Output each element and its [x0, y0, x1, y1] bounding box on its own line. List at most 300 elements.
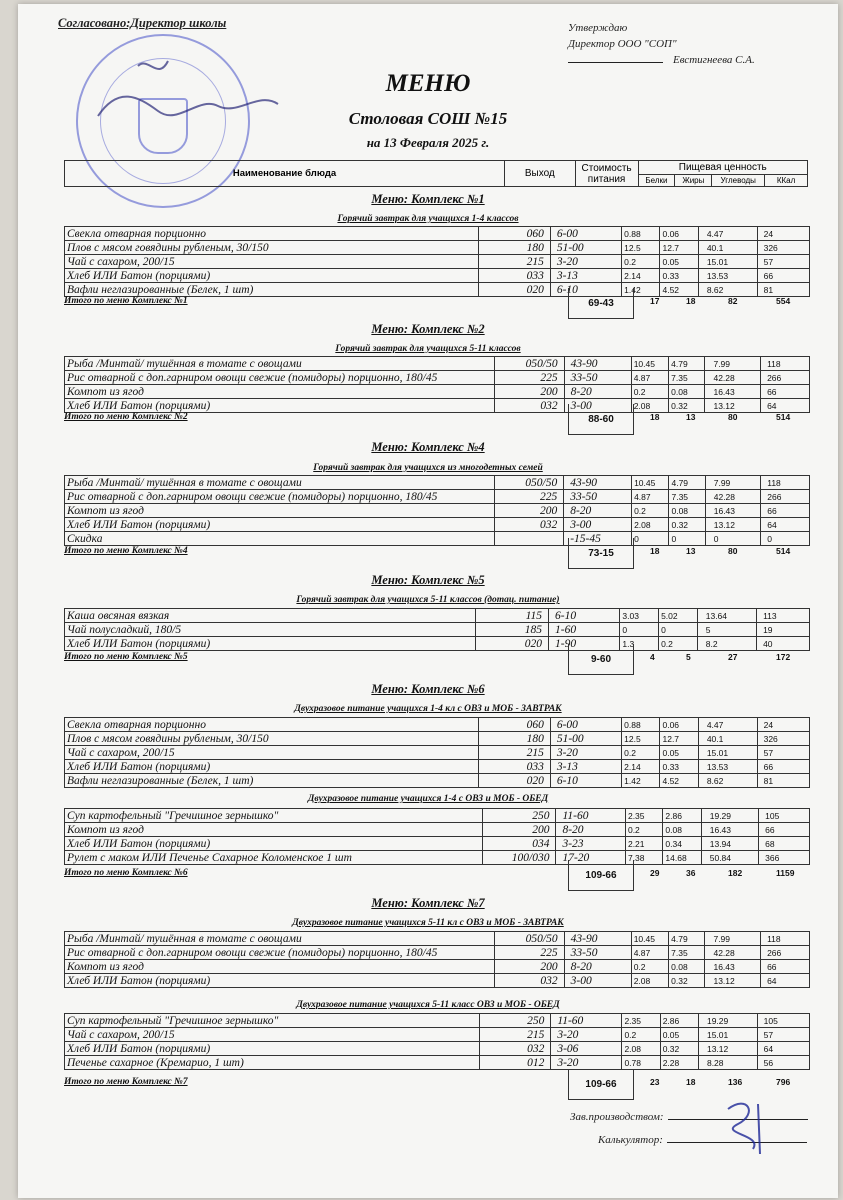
dish-carbs: 19.29 — [701, 809, 758, 823]
dish-name: Суп картофельный "Гречишное зернышко" — [65, 1014, 480, 1028]
dish-output: 020 — [476, 637, 549, 651]
dish-price: 8-20 — [564, 385, 631, 399]
dish-output: 032 — [494, 399, 564, 413]
dish-price: 3-20 — [551, 1028, 622, 1042]
dish-fats: 4.52 — [660, 283, 698, 297]
total-proteins: 18 — [650, 546, 660, 556]
dish-carbs: 13.12 — [705, 399, 761, 413]
total-fats: 5 — [686, 652, 691, 662]
dish-carbs: 42.28 — [705, 490, 761, 504]
table-row — [65, 837, 810, 851]
dish-price: 3-13 — [550, 269, 621, 283]
table-row — [65, 960, 810, 974]
dish-kcal: 66 — [761, 385, 810, 399]
total-kcal: 796 — [776, 1077, 791, 1087]
c1-subtitle: Горячий завтрак для учащихся 1-4 классов — [337, 214, 519, 224]
dish-proteins: 2.35 — [625, 809, 662, 823]
table-header — [64, 160, 808, 187]
c4-total-price — [568, 538, 634, 569]
dish-kcal: 64 — [761, 399, 810, 413]
c7-total-price — [568, 1069, 634, 1100]
c6-subtitle: Двухразовое питание учащихся 1-4 кл с ОВЗ и МОБ - ЗАВТРАК — [294, 704, 562, 714]
dish-fats: 0.32 — [660, 1042, 698, 1056]
dish-name: Чай с сахаром, 200/15 — [65, 1028, 480, 1042]
c1-total-price — [568, 288, 634, 319]
dish-name: Плов с мясом говядины рубленым, 30/150 — [65, 732, 479, 746]
dish-name: Компот из ягод — [65, 823, 483, 837]
dish-output: 032 — [479, 1042, 551, 1056]
dish-proteins: 10.45 — [632, 476, 669, 490]
dish-proteins: 4.87 — [632, 490, 669, 504]
dish-output: 200 — [494, 504, 564, 518]
dish-proteins: 2.14 — [622, 269, 660, 283]
dish-carbs: 8.28 — [698, 1056, 757, 1070]
dish-price: 51-00 — [550, 241, 621, 255]
dish-output: 060 — [479, 718, 551, 732]
table-row — [65, 385, 810, 399]
dish-kcal: 57 — [757, 746, 809, 760]
table-row — [65, 809, 810, 823]
c6-total-price — [568, 860, 634, 891]
dish-name: Компот из ягод — [65, 960, 495, 974]
c7-subtitle: Двухразовое питание учащихся 5-11 кл с ОВЗ и МОБ - ЗАВТРАК — [292, 918, 564, 928]
dish-fats: 0.33 — [660, 760, 698, 774]
dish-kcal: 24 — [757, 227, 809, 241]
c5-total-label: Итого по меню Комплекс №5 — [64, 652, 188, 662]
dish-output: 012 — [479, 1056, 551, 1070]
dish-fats: 12.7 — [660, 241, 698, 255]
table-row — [65, 371, 810, 385]
total-fats: 36 — [686, 868, 696, 878]
dish-kcal: 266 — [761, 371, 810, 385]
dish-name: Вафли неглазированные (Белек, 1 шт) — [65, 283, 479, 297]
dish-output — [494, 532, 564, 546]
col-kcal: ККал — [765, 175, 808, 187]
table-row — [65, 399, 810, 413]
dish-price: 11-60 — [556, 809, 626, 823]
total-carbs: 80 — [728, 546, 738, 556]
dish-proteins: 2.08 — [622, 1042, 660, 1056]
dish-name: Хлеб ИЛИ Батон (порциями) — [65, 269, 479, 283]
dish-proteins: 10.45 — [631, 932, 668, 946]
dish-kcal: 64 — [757, 1042, 809, 1056]
table-row — [65, 490, 810, 504]
dish-output: 050/50 — [494, 476, 564, 490]
dish-carbs: 16.43 — [705, 504, 761, 518]
dish-price: 6-10 — [550, 283, 621, 297]
dish-carbs: 40.1 — [698, 241, 757, 255]
dish-proteins: 12.5 — [622, 241, 660, 255]
total-price-value: 69-43 — [588, 298, 614, 309]
dish-fats: 2.28 — [660, 1056, 698, 1070]
dish-carbs: 7.99 — [705, 476, 761, 490]
dish-output: 225 — [494, 946, 564, 960]
col-carbs: Углеводы — [712, 175, 765, 187]
dish-kcal: 266 — [761, 946, 810, 960]
dish-name: Рис отварной с доп.гарниром овощи свежие (помидоры) порционно, 180/45 — [65, 490, 495, 504]
dish-fats: 4.79 — [669, 932, 705, 946]
c4-total-label: Итого по меню Комплекс №4 — [64, 546, 188, 556]
approved-director: Директор ООО "СОП" — [568, 38, 677, 50]
producer-signature — [718, 1094, 778, 1164]
dish-price: 8-20 — [556, 823, 626, 837]
table-row — [65, 974, 810, 988]
dish-carbs: 15.01 — [698, 746, 757, 760]
dish-price: 1-90 — [549, 637, 620, 651]
dish-carbs: 4.47 — [698, 227, 757, 241]
dish-output: 215 — [479, 746, 551, 760]
dish-proteins: 10.45 — [631, 357, 668, 371]
dish-price: 8-20 — [564, 960, 631, 974]
dish-price: 1-60 — [549, 623, 620, 637]
table-row — [65, 241, 810, 255]
dish-proteins: 1.42 — [622, 283, 660, 297]
c1-table — [64, 226, 810, 297]
dish-name: Плов с мясом говядины рубленым, 30/150 — [65, 241, 479, 255]
dish-fats: 0.06 — [660, 227, 698, 241]
dish-carbs: 13.53 — [698, 269, 757, 283]
dish-carbs: 19.29 — [698, 1014, 757, 1028]
dish-proteins: 4.87 — [631, 371, 668, 385]
dish-fats: 7.35 — [669, 946, 705, 960]
c2-total-price — [568, 404, 634, 435]
dish-output: 180 — [479, 241, 551, 255]
table-row — [65, 255, 810, 269]
dish-kcal: 105 — [757, 1014, 809, 1028]
table-row — [65, 609, 810, 623]
total-proteins: 29 — [650, 868, 660, 878]
total-proteins: 4 — [650, 652, 655, 662]
dish-name: Чай с сахаром, 200/15 — [65, 746, 479, 760]
dish-fats: 0.08 — [669, 960, 705, 974]
dish-fats: 0.08 — [663, 823, 701, 837]
dish-fats: 0.32 — [669, 974, 705, 988]
dish-kcal: 57 — [757, 255, 809, 269]
producer-line: Зав.производством: — [570, 1111, 808, 1123]
dish-price: 3-06 — [551, 1042, 622, 1056]
dish-name: Хлеб ИЛИ Батон (порциями) — [65, 974, 495, 988]
dish-kcal: 68 — [759, 837, 810, 851]
dish-fats: 5.02 — [659, 609, 698, 623]
dish-kcal: 118 — [761, 476, 810, 490]
dish-fats: 4.52 — [660, 774, 698, 788]
dish-fats: 4.79 — [669, 357, 705, 371]
dish-proteins: 1.42 — [622, 774, 660, 788]
dish-fats: 2.86 — [663, 809, 701, 823]
dish-price: 3-20 — [550, 255, 621, 269]
dish-name: Чай полусладкий, 180/5 — [65, 623, 476, 637]
dish-output: 033 — [479, 269, 551, 283]
dish-kcal: 105 — [759, 809, 810, 823]
dish-price: -15-45 — [564, 532, 632, 546]
dish-carbs: 15.01 — [698, 255, 757, 269]
total-price-value: 109-66 — [585, 1079, 617, 1090]
dish-kcal: 113 — [757, 609, 810, 623]
dish-fats: 0.2 — [659, 637, 698, 651]
dish-proteins: 7.38 — [625, 851, 662, 865]
dish-output: 115 — [476, 609, 549, 623]
dish-kcal: 57 — [757, 1028, 809, 1042]
table-row — [65, 269, 810, 283]
dish-kcal: 24 — [757, 718, 809, 732]
dish-kcal: 366 — [759, 851, 810, 865]
dish-price: 3-00 — [564, 518, 632, 532]
total-price-value: 109-66 — [585, 870, 617, 881]
total-kcal: 1159 — [776, 868, 795, 878]
dish-name: Хлеб ИЛИ Батон (порциями) — [65, 760, 479, 774]
dish-carbs: 16.43 — [701, 823, 758, 837]
dish-price: 33-50 — [564, 946, 631, 960]
table-row — [65, 1042, 810, 1056]
dish-name: Рулет с маком ИЛИ Печенье Сахарное Коломенское 1 шт — [65, 851, 483, 865]
dish-output: 200 — [494, 385, 564, 399]
dish-carbs: 8.62 — [698, 774, 757, 788]
dish-price: 3-20 — [550, 746, 621, 760]
dish-kcal: 0 — [761, 532, 810, 546]
dish-name: Каша овсяная вязкая — [65, 609, 476, 623]
menu-title: МЕНЮ — [385, 70, 471, 97]
dish-proteins: 3.03 — [620, 609, 659, 623]
dish-proteins: 0.2 — [622, 1028, 660, 1042]
dish-carbs: 5 — [697, 623, 756, 637]
c6-title: Меню: Комплекс №6 — [371, 682, 485, 696]
dish-proteins: 2.08 — [631, 399, 668, 413]
dish-price: 3-13 — [550, 760, 621, 774]
dish-output: 100/030 — [483, 851, 556, 865]
c2-total-label: Итого по меню Комплекс №2 — [64, 412, 188, 422]
dish-name: Хлеб ИЛИ Батон (порциями) — [65, 637, 476, 651]
dish-name: Хлеб ИЛИ Батон (порциями) — [65, 518, 495, 532]
dish-price: 51-00 — [550, 732, 621, 746]
dish-fats: 0.33 — [660, 269, 698, 283]
dish-name: Печенье сахарное (Кремарио, 1 шт) — [65, 1056, 480, 1070]
dish-proteins: 0.2 — [632, 504, 669, 518]
dish-carbs: 16.43 — [705, 960, 761, 974]
dish-proteins: 0.2 — [622, 746, 660, 760]
dish-name: Хлеб ИЛИ Батон (порциями) — [65, 1042, 480, 1056]
dish-fats: 0.05 — [660, 1028, 698, 1042]
dish-name: Свекла отварная порционно — [65, 227, 479, 241]
dish-proteins: 2.08 — [632, 518, 669, 532]
dish-kcal: 81 — [757, 774, 809, 788]
total-fats: 18 — [686, 1077, 696, 1087]
total-kcal: 172 — [776, 652, 791, 662]
c4-subtitle: Горячий завтрак для учащихся из многодетных семей — [313, 463, 543, 473]
dish-proteins: 0.2 — [631, 960, 668, 974]
dish-kcal: 19 — [757, 623, 810, 637]
table-row — [65, 357, 810, 371]
table-row — [65, 732, 810, 746]
canteen-name: Столовая СОШ №15 — [348, 109, 508, 128]
col-output: Выход — [504, 161, 575, 187]
total-fats: 18 — [686, 296, 696, 306]
dish-carbs: 7.99 — [705, 357, 761, 371]
dish-name: Рыба /Минтай/ тушённая в томате с овощами — [65, 357, 495, 371]
dish-output: 215 — [479, 1028, 551, 1042]
dish-output: 200 — [483, 823, 556, 837]
dish-proteins: 2.21 — [625, 837, 662, 851]
dish-fats: 4.79 — [669, 476, 705, 490]
dish-price: 6-00 — [550, 718, 621, 732]
dish-kcal: 66 — [757, 269, 809, 283]
dish-price: 6-00 — [550, 227, 621, 241]
table-row — [65, 1056, 810, 1070]
table-row — [65, 637, 810, 651]
dish-price: 43-90 — [564, 932, 631, 946]
calculator-line: Калькулятор: — [598, 1134, 807, 1146]
table-row — [65, 227, 810, 241]
dish-price: 33-50 — [564, 490, 632, 504]
c2-subtitle: Горячий завтрак для учащихся 5-11 классов — [335, 344, 521, 354]
table-row — [65, 760, 810, 774]
table-row — [65, 504, 810, 518]
c7-title: Меню: Комплекс №7 — [371, 896, 485, 910]
table-row — [65, 518, 810, 532]
dish-output: 020 — [479, 774, 551, 788]
c5-total-price — [568, 644, 634, 675]
dish-kcal: 118 — [761, 357, 810, 371]
dish-proteins: 12.5 — [622, 732, 660, 746]
dish-name: Хлеб ИЛИ Батон (порциями) — [65, 837, 483, 851]
c1-total-label: Итого по меню Комплекс №1 — [64, 296, 188, 306]
total-proteins: 23 — [650, 1077, 660, 1087]
dish-proteins: 0.2 — [622, 255, 660, 269]
dish-price: 3-20 — [551, 1056, 622, 1070]
menu-sheet — [18, 4, 838, 1198]
dish-name: Компот из ягод — [65, 385, 495, 399]
dish-output: 050/50 — [494, 357, 564, 371]
menu-date: на 13 Февраля 2025 г. — [366, 135, 490, 150]
dish-output: 060 — [479, 227, 551, 241]
table-row — [65, 823, 810, 837]
dish-carbs: 0 — [705, 532, 761, 546]
dish-carbs: 4.47 — [698, 718, 757, 732]
dish-fats: 0.34 — [663, 837, 701, 851]
dish-output: 050/50 — [494, 932, 564, 946]
dish-proteins: 2.35 — [622, 1014, 660, 1028]
signature-line — [568, 62, 663, 63]
c2-title: Меню: Комплекс №2 — [371, 322, 485, 336]
dish-carbs: 42.28 — [705, 371, 761, 385]
c5-subtitle: Горячий завтрак для учащихся 5-11 классов (дотац. питание) — [296, 595, 560, 605]
c7-subtitle-lunch: Двухразовое питание учащихся 5-11 класс ОВЗ и МОБ - ОБЕД — [296, 1000, 560, 1010]
dish-output: 250 — [483, 809, 556, 823]
dish-proteins: 0.88 — [622, 227, 660, 241]
dish-output: 032 — [494, 518, 564, 532]
dish-price: 33-50 — [564, 371, 631, 385]
table-row — [65, 476, 810, 490]
dish-price: 11-60 — [551, 1014, 622, 1028]
table-row — [65, 746, 810, 760]
dish-fats: 7.35 — [669, 490, 705, 504]
total-carbs: 182 — [728, 868, 743, 878]
dish-output: 225 — [494, 371, 564, 385]
dish-proteins: 2.08 — [631, 974, 668, 988]
table-row — [65, 851, 810, 865]
dish-name: Рыба /Минтай/ тушённая в томате с овощами — [65, 932, 495, 946]
dish-fats: 0.06 — [660, 718, 698, 732]
dish-fats: 2.86 — [660, 1014, 698, 1028]
dish-carbs: 42.28 — [705, 946, 761, 960]
c6-total-label: Итого по меню Комплекс №6 — [64, 868, 188, 878]
dish-proteins: 0.2 — [625, 823, 662, 837]
dish-output: 200 — [494, 960, 564, 974]
dish-output: 215 — [479, 255, 551, 269]
dish-carbs: 13.12 — [698, 1042, 757, 1056]
c7-lunch-table — [64, 1013, 810, 1070]
dish-kcal: 40 — [757, 637, 810, 651]
dish-proteins: 0.88 — [622, 718, 660, 732]
dish-output: 225 — [494, 490, 564, 504]
dish-output: 032 — [494, 974, 564, 988]
dish-kcal: 64 — [761, 974, 810, 988]
total-carbs: 82 — [728, 296, 738, 306]
col-fats: Жиры — [675, 175, 712, 187]
dish-price: 43-90 — [564, 357, 631, 371]
dish-price: 17-20 — [556, 851, 626, 865]
table-row — [65, 718, 810, 732]
dish-fats: 0 — [669, 532, 705, 546]
total-carbs: 80 — [728, 412, 738, 422]
dish-fats: 0 — [659, 623, 698, 637]
col-proteins: Белки — [638, 175, 675, 187]
table-row — [65, 946, 810, 960]
c6-table — [64, 717, 810, 788]
c7-total-label: Итого по меню Комплекс №7 — [64, 1077, 188, 1087]
total-proteins: 18 — [650, 412, 660, 422]
col-cost: Стоимость питания — [575, 161, 638, 187]
dish-proteins: 4.87 — [631, 946, 668, 960]
total-carbs: 27 — [728, 652, 738, 662]
c5-table — [64, 608, 810, 651]
dish-price: 43-90 — [564, 476, 632, 490]
dish-proteins: 1.3 — [620, 637, 659, 651]
c6-lunch-table — [64, 808, 810, 865]
dish-name: Свекла отварная порционно — [65, 718, 479, 732]
dish-fats: 14.68 — [663, 851, 701, 865]
total-kcal: 554 — [776, 296, 791, 306]
dish-price: 3-23 — [556, 837, 626, 851]
dish-fats: 0.08 — [669, 385, 705, 399]
dish-fats: 0.32 — [669, 399, 705, 413]
table-row — [65, 532, 810, 546]
dish-kcal: 326 — [757, 241, 809, 255]
total-price-value: 88-60 — [588, 414, 614, 425]
table-row — [65, 283, 810, 297]
col-name: Наименование блюда — [65, 161, 505, 187]
dish-carbs: 8.62 — [698, 283, 757, 297]
approved-block — [568, 20, 755, 68]
total-price-value: 73-15 — [588, 548, 614, 559]
dish-carbs: 13.94 — [701, 837, 758, 851]
c4-title: Меню: Комплекс №4 — [371, 440, 485, 454]
dish-price: 3-00 — [564, 974, 631, 988]
dish-carbs: 7.99 — [705, 932, 761, 946]
dish-output: 185 — [476, 623, 549, 637]
dish-fats: 7.35 — [669, 371, 705, 385]
table-row — [65, 932, 810, 946]
dish-kcal: 66 — [761, 960, 810, 974]
dish-carbs: 13.53 — [698, 760, 757, 774]
dish-price: 6-10 — [549, 609, 620, 623]
table-row — [65, 1014, 810, 1028]
dish-fats: 0.05 — [660, 255, 698, 269]
dish-carbs: 8.2 — [697, 637, 756, 651]
table-row — [65, 623, 810, 637]
table-row — [65, 774, 810, 788]
dish-name: Чай с сахаром, 200/15 — [65, 255, 479, 269]
dish-name: Вафли неглазированные (Белек, 1 шт) — [65, 774, 479, 788]
